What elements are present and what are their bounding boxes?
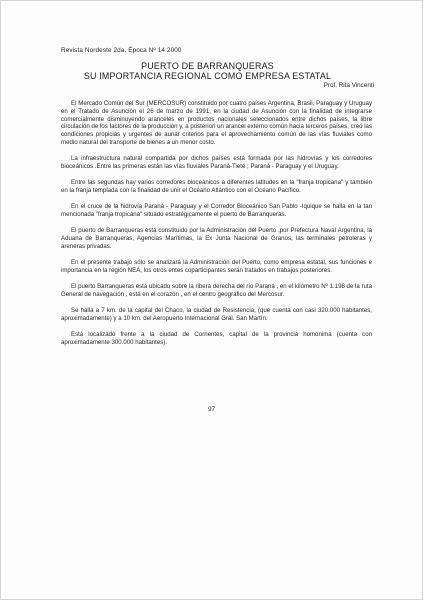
title-line-2: SU IMPORTANCIA REGIONAL COMO EMPRESA ESTATAL: [83, 71, 332, 81]
paragraph: El Mercado Común del Sur (MERCOSUR) constituido por cuatro países Argentina, Brasil, Paraguay y Uruguay en el Tratado de Asunción el 26 de marzo de 1991, en la ciudad de Asunción con la finalidad de integrarse comercialmente disminuyendo aranceles en productos nacionales seleccionados entre dichos países, la libre circulación de los factores de la producción y, a posteriori un arancel externo común hacia terceros países, creó las condiciones propicias y urgentes de aunar criterios para el aprovechamiento común de las vías fluviales como medio natural del transporte de bienes a un menor costo.: [61, 100, 372, 146]
paragraph: Se halla a 7 km. de la capital del Chaco, la ciudad de Resistencia, (que cuenta con casi 320.000 habitantes, aproximadamente) y a 10 km. del Aeropuerto Internacional Gral. San Martín.: [61, 306, 372, 322]
page-number: 97: [207, 406, 216, 413]
article-body: [61, 100, 372, 355]
article-title: [41, 61, 374, 81]
paragraph: La infraestructura natural compartida por dichos países está formada por las hidrovías y los corredores bioceánicos .Entre las primeras están las vías fluviales Paraná-Tieté ; Paraná - Paraguay y el Uruguay.: [61, 155, 372, 170]
paragraph: Está localizado frente a la ciudad de Corrientes, capital de la provincia homónima (cuenta con aproximadamente 300.000 habitantes).: [61, 330, 372, 346]
journal-header: Revista Nordeste 2da. Época Nº 14 2000: [61, 47, 182, 54]
paragraph: Entre las segundas hay varios corredores bioceánicos a diferentes latitudes en la "franja tropicana" y también en la franja templada con la finalidad de unir el Océano Atlántico con el Océano Pacífico.: [61, 179, 372, 194]
paragraph: En el cruce de la hidrovía Paraná - Paraguay y el Corredor Bioceánico San Pablo -Iquique se halla en la tan mencionada "franja tropicana" situado estratégicamente el puerto de Barranqueras.: [61, 203, 372, 218]
paragraph: El puerto de Barranqueras está constituido por la Administración del Puerto ,por Prefectura Naval Argentina, la Aduana de Barranqueras, Agencias Marítimas, la Ex Junta Nacional de Granos, las terminales petroleras y areneras privadas.: [61, 227, 372, 250]
paragraph: El puerto Barranqueras está ubicado sobre la ribera derecha del río Paraná , en el kilómetro Nº 1.198 de la ruta General de navegación , está en el corazón , en el centro geográfico del Mercosur.: [61, 282, 372, 298]
author-name: Prof. Rita Vincenti: [323, 82, 374, 89]
title-line-1: PUERTO DE BARRANQUERAS: [141, 61, 274, 71]
paragraph: En el presente trabajo sólo se analizará la Administración del Puerto, como empresa estatal, sus funciones e importancia en la región NEA, los otros entes coparticipantes serán tratados en trabajos posteriores.: [61, 258, 372, 274]
